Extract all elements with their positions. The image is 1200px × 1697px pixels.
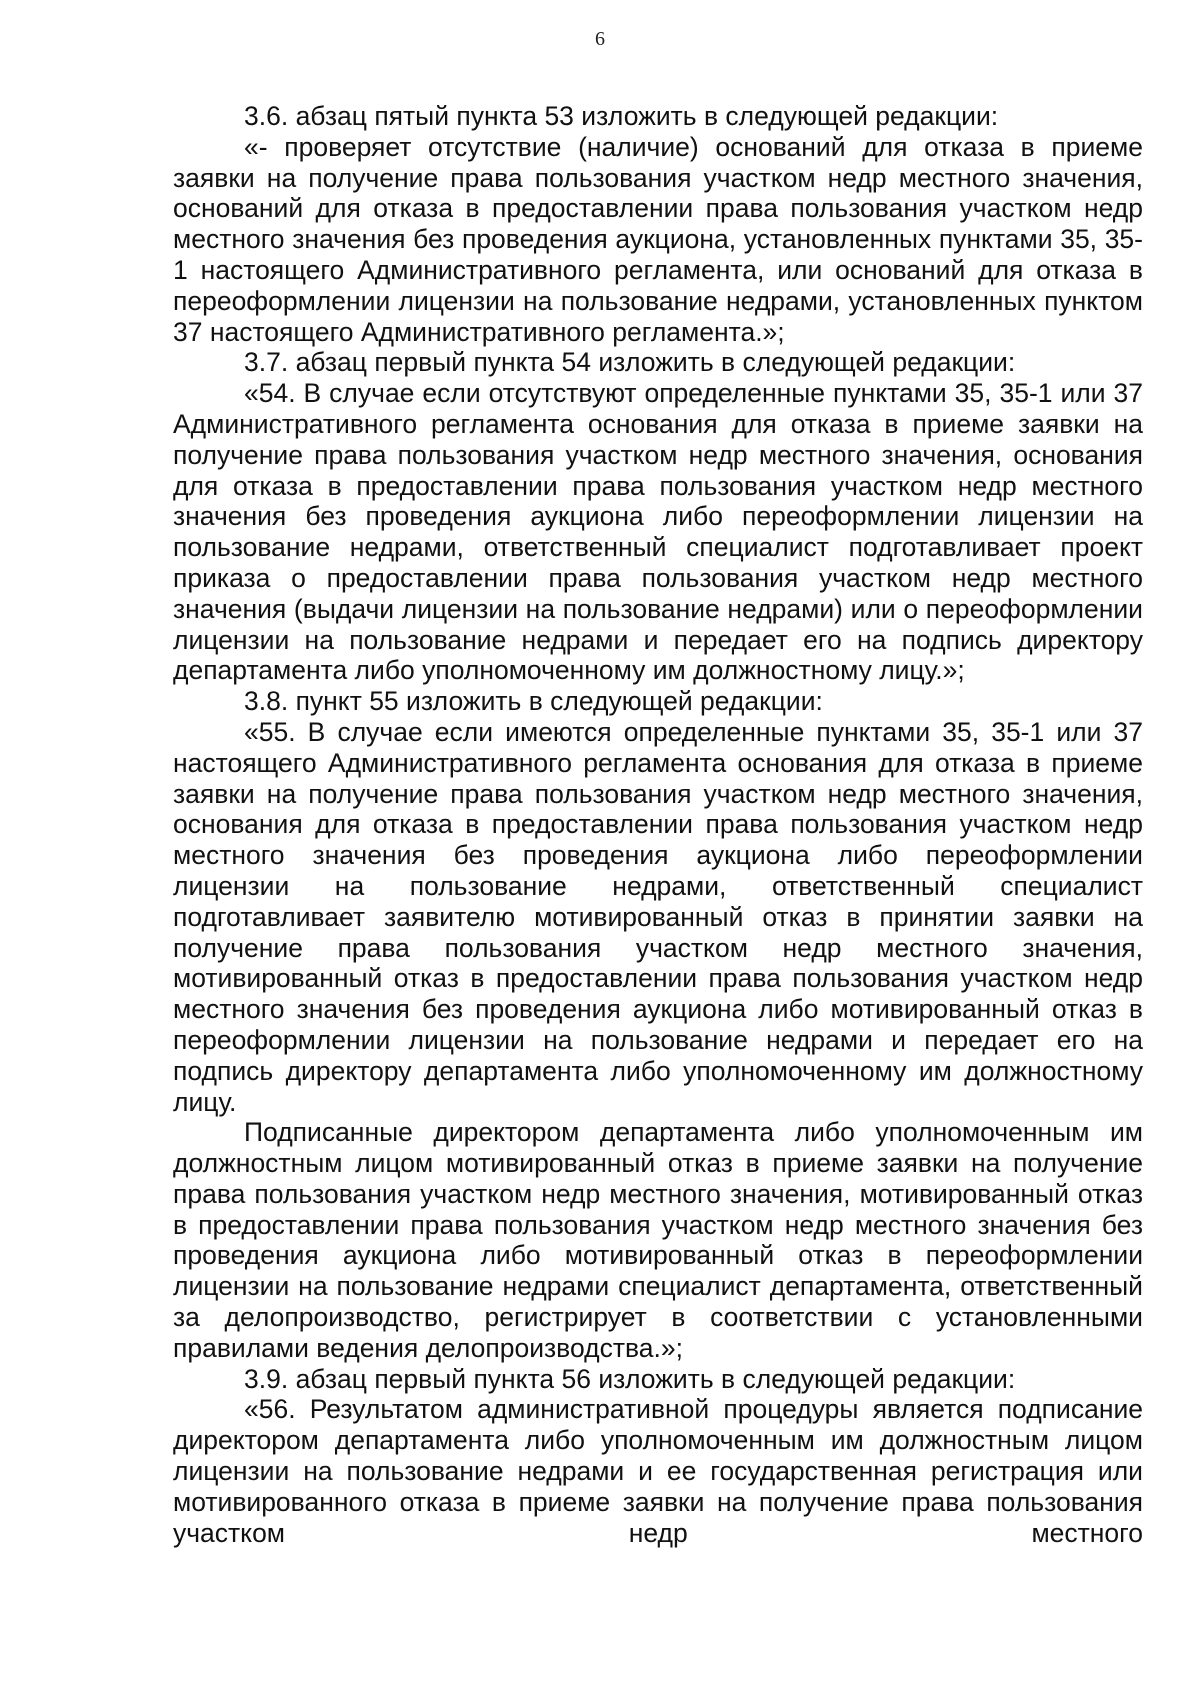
document-body bbox=[173, 101, 1143, 1548]
paragraph-55-signed-refusal: Подписанные директором департамента либо уполномоченным им должностным лицом мотивированный отказ в приеме заявки на получение права пользования участком недр местного значения, мотивированный отказ в предоставлении права пользования участком недр местного значения без проведения аукциона либо мотивированный отказ в переоформлении лицензии на пользование недрами специалист департамента, ответственный за делопроизводство, регистрирует в соответствии с установленными правилами ведения делопроизводства.»; bbox=[173, 1117, 1143, 1363]
page-number: 6 bbox=[595, 28, 605, 50]
paragraph-55-amendment: «55. В случае если имеются определенные пунктами 35, 35-1 или 37 настоящего Административного регламента основания для отказа в приеме заявки на получение права пользования участком недр местного значения, основания для отказа в предоставлении права пользования участком недр местного значения без проведения аукциона либо переоформлении лицензии на пользование недрами, ответственный специалист подготавливает заявителю мотивированный отказ в принятии заявки на получение права пользования участком недр местного значения, мотивированный отказ в предоставлении права пользования участком недр местного значения без проведения аукциона либо мотивированный отказ в переоформлении лицензии на пользование недрами и передает его на подпись директору департамента либо уполномоченному им должностному лицу. bbox=[173, 716, 1143, 1117]
paragraph-53-amendment: «- проверяет отсутствие (наличие) оснований для отказа в приеме заявки на получение права пользования участком недр местного значения, оснований для отказа в предоставлении права пользования участком недр местного значения без проведения аукциона, установленных пунктами 35, 35-1 настоящего Административного регламента, или оснований для отказа в переоформлении лицензии на пользование недрами, установленных пунктом 37 настоящего Административного регламента.»; bbox=[173, 131, 1143, 347]
paragraph-3-7-heading: 3.7. абзац первый пункта 54 изложить в следующей редакции: bbox=[244, 347, 1016, 378]
paragraph-56-amendment: «56. Результатом административной процедуры является подписание директором департамента либо уполномоченным им должностным лицом лицензии на пользование недрами и ее государственная регистрация или мотивированного отказа в приеме заявки на получение права пользования участком недр местного bbox=[173, 1394, 1143, 1548]
paragraph-3-8-heading: 3.8. пункт 55 изложить в следующей редакции: bbox=[244, 686, 823, 717]
paragraph-3-6-heading: 3.6. абзац пятый пункта 53 изложить в следующей редакции: bbox=[244, 101, 999, 131]
paragraph-3-9-heading: 3.9. абзац первый пункта 56 изложить в следующей редакции: bbox=[244, 1363, 1016, 1394]
paragraph-54-amendment: «54. В случае если отсутствуют определенные пунктами 35, 35-1 или 37 Административного регламента основания для отказа в приеме заявки на получение права пользования участком недр местного значения, основания для отказа в предоставлении права пользования участком недр местного значения без проведения аукциона либо переоформлении лицензии на пользование недрами, ответственный специалист подготавливает проект приказа о предоставлении права пользования участком недр местного значения (выдачи лицензии на пользование недрами) или о переоформлении лицензии на пользование недрами и передает его на подпись директору департамента либо уполномоченному им должностному лицу.»; bbox=[173, 378, 1143, 686]
